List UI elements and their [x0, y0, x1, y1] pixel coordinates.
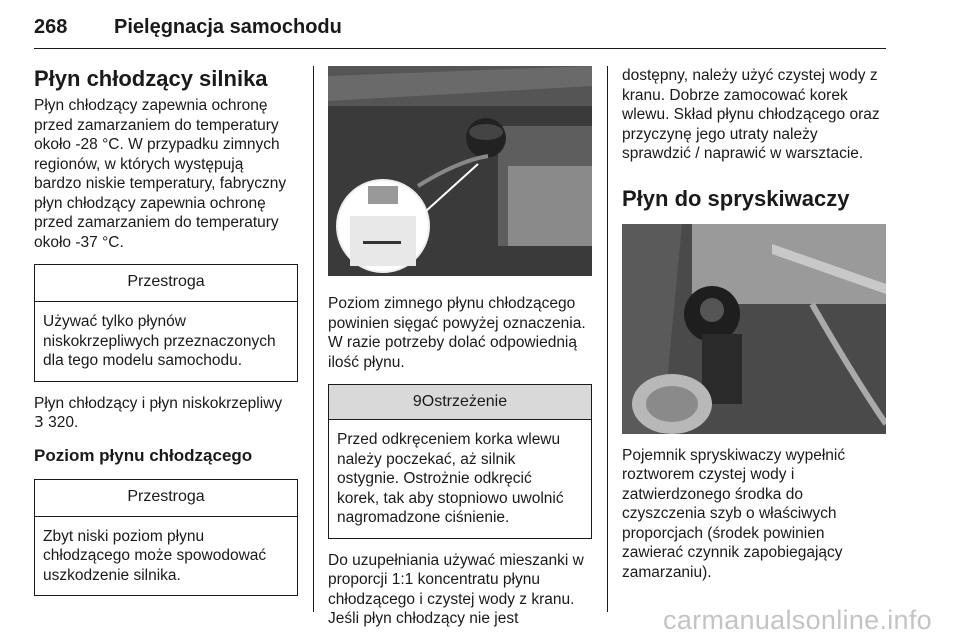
caution-box-1	[34, 264, 298, 382]
column-1	[34, 66, 298, 608]
coolant-mix-text: Do uzupełniania używać mieszanki w proporcji 1:1 koncentratu płynu chłodzącego i czystej wody z kranu. Jeśli płyn chłodzący nie jest	[328, 551, 584, 627]
page-header	[34, 16, 886, 46]
washer-fluid-caption: Pojemnik spryskiwaczy wypełnić roztworem czystej wody i zatwierdzonego środka do czyszczenia szyb o właściwych proporcjach (środek powinien zawierać czynnik zapobiegający zamarzaniu).	[622, 446, 846, 581]
chapter-title: Pielęgnacja samochodu	[114, 16, 342, 38]
section-title-coolant: Płyn chłodzący silnika	[34, 66, 268, 91]
column-divider-2	[607, 66, 608, 612]
coolant-intro: Płyn chłodzący zapewnia ochronę przed zamarzaniem do temperatury około -28 °C. W przypadku zimnych regionów, w których występują bardzo niskie temperatury, fabryczny płyn chłodzący zapewnia ochronę przed zamarzaniem do temperatury około -37 °C.	[34, 97, 287, 251]
column-divider-1	[313, 66, 314, 612]
coolant-level-caption: Poziom zimnego płynu chłodzącego powinien sięgać powyżej oznaczenia. W razie potrzeby dolać odpowiednią ilość płynu.	[328, 295, 586, 371]
caution-title: Przestroga	[35, 265, 297, 302]
washer-fluid-reservoir-photo	[622, 224, 886, 434]
page-number: 268	[34, 16, 68, 38]
cross-reference: Płyn chłodzący i płyn niskokrzepliwy 3 320.	[34, 394, 283, 431]
watermark: carmanualsonline.info	[663, 605, 932, 635]
subsection-title-coolant-level: Poziom płynu chłodzącego	[34, 445, 253, 465]
caution-text: Zbyt niski poziom płynu chłodzącego może spowodować uszkodzenie silnika.	[43, 527, 267, 584]
caution-box-2	[34, 479, 298, 597]
warning-triangle-icon: 9	[412, 393, 422, 410]
section-title-washer-fluid: Płyn do spryskiwaczy	[622, 185, 850, 211]
caution-title: Przestroga	[35, 480, 297, 517]
column-3	[622, 66, 886, 582]
reference-arrow-icon: 3	[34, 413, 44, 431]
warning-title: 9Ostrzeżenie	[329, 385, 591, 420]
column-2	[328, 66, 592, 629]
caution-text: Używać tylko płynów niskokrzepliwych przeznaczonych dla tego modelu samochodu.	[43, 313, 276, 369]
coolant-reservoir-photo	[328, 66, 592, 276]
warning-box	[328, 384, 592, 539]
header-rule	[34, 48, 886, 49]
coolant-continued-text: dostępny, należy użyć czystej wody z kranu. Dobrze zamocować korek wlewu. Skład płynu chłodzącego oraz przyczynę jego utraty należy sprawdzić / naprawić w warsztacie.	[622, 67, 880, 162]
warning-text: Przed odkręceniem korka wlewu należy poczekać, aż silnik ostygnie. Ostrożnie odkręcić korek, tak aby stopniowo uwolnić nagromadzone ciśnienie.	[337, 431, 564, 526]
